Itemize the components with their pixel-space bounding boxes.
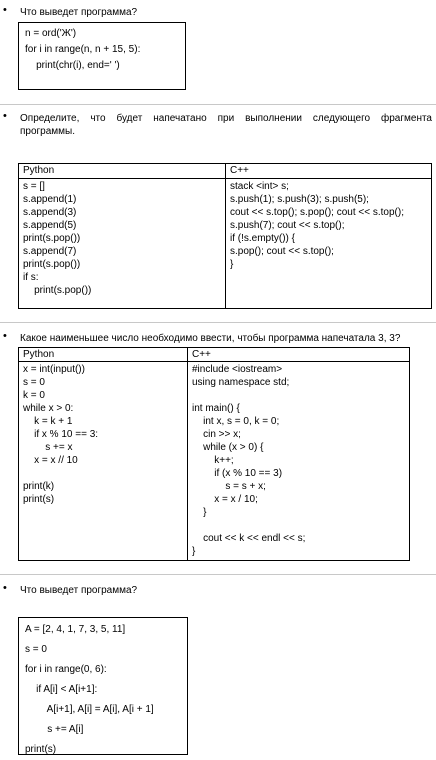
code-line: A = [2, 4, 1, 7, 3, 5, 11]	[25, 624, 126, 635]
header-cpp: C++	[226, 164, 432, 179]
code-line: for i in range(0, 6):	[25, 664, 107, 675]
bullet: •	[3, 582, 7, 594]
question-2-text: Определите, что будет напечатано при выполнении следующего фрагмента программы.	[20, 113, 432, 137]
code-line: s.push(7); cout << s.top();	[230, 220, 345, 232]
code-line: int x, s = 0, k = 0;	[192, 416, 280, 428]
code-line: k++;	[192, 455, 234, 467]
code-line: if A[i] < A[i+1]:	[25, 684, 98, 695]
header-python: Python	[19, 348, 188, 362]
code-line: s.append(3)	[23, 207, 77, 219]
code-line: cout << s.top(); s.pop(); cout << s.top();	[230, 207, 404, 219]
bullet: •	[3, 4, 7, 16]
code-line: }	[192, 546, 196, 558]
divider	[0, 104, 436, 105]
code-line: if (!s.empty()) {	[230, 233, 296, 245]
code-line: x = x // 10	[23, 455, 78, 467]
code-line: print(s)	[25, 744, 57, 755]
code-line: print(s.pop())	[23, 233, 81, 245]
code-line: k = k + 1	[23, 416, 73, 428]
question-1-text: Что выведет программа?	[20, 7, 138, 18]
divider	[0, 574, 436, 575]
code-line	[192, 519, 405, 532]
question-4-code-box	[18, 617, 188, 755]
question-3-text: Какое наименьшее число необходимо ввести, чтобы программа напечатала 3, 3?	[20, 333, 401, 344]
code-line: s.append(5)	[23, 220, 77, 232]
question-1-code-box	[18, 22, 186, 90]
code-line: s = 0	[23, 377, 45, 389]
code-line: s += A[i]	[25, 724, 84, 735]
code-line: s = []	[23, 181, 45, 193]
code-line: }	[230, 259, 234, 271]
code-line: s = s + x;	[192, 481, 266, 493]
header-python: Python	[19, 164, 226, 179]
divider	[0, 322, 436, 323]
header-cpp: C++	[188, 348, 410, 362]
bullet: •	[3, 110, 7, 122]
code-line: s.push(1); s.push(3); s.push(5);	[230, 194, 369, 206]
code-line: s = 0	[25, 644, 47, 655]
code-line: cin >> x;	[192, 429, 241, 441]
code-line: x = int(input())	[23, 364, 85, 376]
code-line: s += x	[23, 442, 73, 454]
question-4-text: Что выведет программа?	[20, 585, 138, 596]
code-line: print(s)	[23, 494, 55, 506]
code-line: n = ord('Ж')	[25, 28, 77, 39]
question-2-code-table	[18, 163, 432, 309]
cpp-code-cell	[226, 179, 432, 309]
python-code-cell	[19, 362, 188, 561]
code-line: int main() {	[192, 403, 240, 415]
code-line: while (x > 0) {	[192, 442, 264, 454]
code-line: s.append(7)	[23, 246, 77, 258]
python-code-cell	[19, 179, 226, 309]
code-line: }	[192, 507, 207, 519]
question-3-code-table	[18, 347, 410, 561]
cpp-code-cell	[188, 362, 410, 561]
code-line: print(s.pop())	[23, 259, 81, 271]
code-line: for i in range(n, n + 15, 5):	[25, 44, 141, 55]
code-line: x = x / 10;	[192, 494, 258, 506]
code-line	[23, 467, 183, 480]
bullet: •	[3, 330, 7, 342]
code-line: stack <int> s;	[230, 181, 289, 193]
code-line: k = 0	[23, 390, 45, 402]
code-line: cout << k << endl << s;	[192, 533, 306, 545]
code-line: #include <iostream>	[192, 364, 283, 376]
code-line	[192, 389, 405, 402]
code-line: while x > 0:	[23, 403, 74, 415]
code-line: print(s.pop())	[23, 285, 92, 297]
code-line: if (x % 10 == 3)	[192, 468, 283, 480]
code-line: s.pop(); cout << s.top();	[230, 246, 334, 258]
code-line: if x % 10 == 3:	[23, 429, 99, 441]
code-line: using namespace std;	[192, 377, 290, 389]
code-line: print(k)	[23, 481, 55, 493]
code-line: print(chr(i), end=' ')	[25, 60, 120, 71]
code-line: s.append(1)	[23, 194, 77, 206]
code-line: if s:	[23, 272, 39, 284]
code-line: A[i+1], A[i] = A[i], A[i + 1]	[25, 704, 154, 715]
